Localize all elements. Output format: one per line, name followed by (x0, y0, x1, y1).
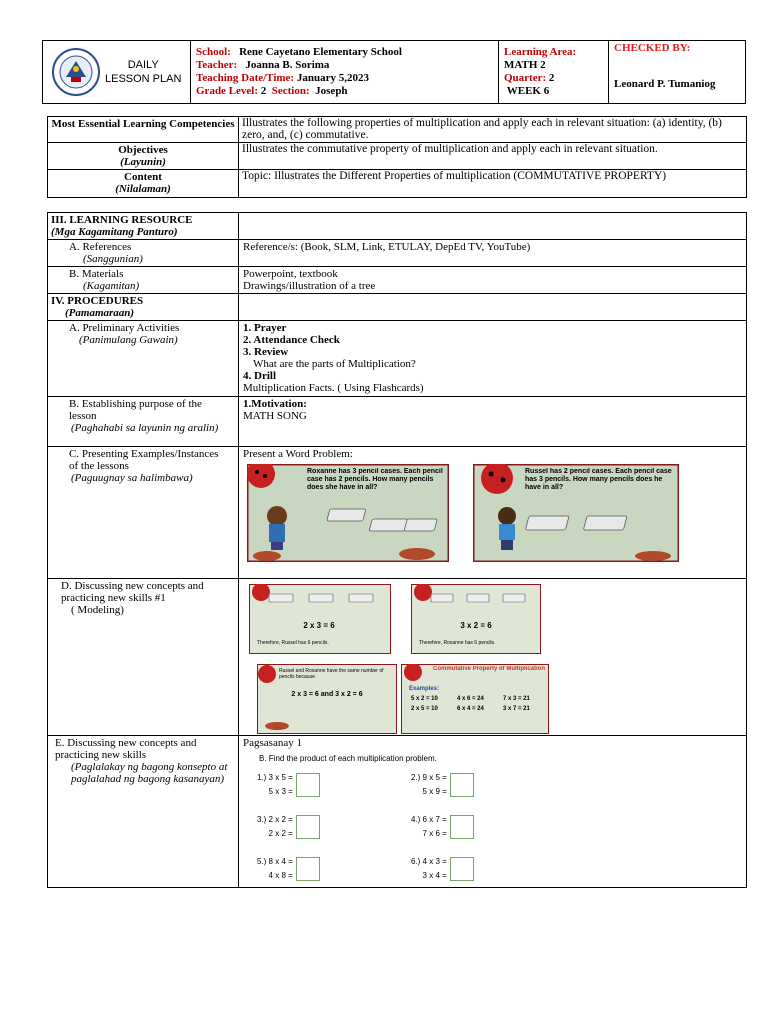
deped-seal-icon (51, 47, 101, 97)
word-problem-slide-russel (473, 464, 679, 562)
materials-value: Powerpoint, textbook Drawings/illustration of a tree (239, 267, 747, 294)
svg-text:5 x 2 = 10: 5 x 2 = 10 (411, 696, 438, 702)
objectives-table (47, 116, 747, 198)
answer-box[interactable] (296, 773, 320, 797)
problem-2: 2.) 9 x 5 = 5 x 9 = (411, 771, 551, 799)
slide2-text: Russel has 2 pencil cases. Each pencil case has 3 pencils. How many pencils does he have in all? (525, 468, 672, 491)
references-value: Reference/s: (Book, SLM, Link, ETULAY, DepEd TV, YouTube) (239, 240, 747, 267)
slide4-examples: Examples: (409, 686, 440, 692)
objectives-value: Illustrates the commutative property of multiplication and apply each in relevant situation. (239, 143, 747, 170)
resources-heading: III. LEARNING RESOURCE (Mga Kagamitang Panturo) (48, 213, 239, 240)
competencies-label: Most Essential Learning Competencies (48, 117, 239, 143)
worksheet-instructions: B. Find the product of each multiplication problem. (259, 754, 437, 763)
objectives-label: Objectives (Layunin) (48, 143, 239, 170)
svg-text:7 x 3 = 21: 7 x 3 = 21 (503, 696, 530, 702)
modeling-slide-4 (401, 664, 549, 734)
slide3-text: Russel and Roxanne have the same number of pencils because (279, 668, 384, 680)
problem-6: 6.) 4 x 3 = 3 x 4 = (411, 855, 551, 883)
procedures-table (47, 212, 747, 888)
materials-label: B. Materials (Kagamitan) (48, 267, 239, 294)
modeling-slide-2 (411, 584, 541, 654)
answer-box[interactable] (296, 815, 320, 839)
modeling-slides (243, 584, 563, 734)
modeling-slide-3 (257, 664, 397, 734)
problem-4: 4.) 6 x 7 = 7 x 6 = (411, 813, 551, 841)
answer-box[interactable] (450, 815, 474, 839)
document-title: DAILY LESSON PLAN (105, 59, 182, 85)
problem-3: 3.) 2 x 2 = 2 x 2 = (257, 813, 397, 841)
modeling-label: D. Discussing new concepts and practicing new skills #1 ( Modeling) (48, 579, 239, 736)
answer-box[interactable] (450, 857, 474, 881)
worksheet-grid (257, 771, 742, 883)
preliminary-content: 1. Prayer 2. Attendance Check 3. Review What are the parts of Multiplication? 4. Drill Multiplication Facts. ( Using Flashcards) (239, 321, 747, 397)
preliminary-label: A. Preliminary Activities (Panimulang Gawain) (48, 321, 239, 397)
purpose-content: 1.Motivation: MATH SONG (239, 397, 747, 447)
problem-1: 1.) 3 x 5 = 5 x 3 = (257, 771, 397, 799)
slide3-equation: 2 x 3 = 6 and 3 x 2 = 6 (291, 691, 363, 698)
slide2-equation: 3 x 2 = 6 (460, 621, 492, 630)
practice-label: E. Discussing new concepts and practicing new skills (Paglalakay ng bagong konsepto at paglalahad ng bagong kasanayan) (48, 736, 239, 888)
content-label: Content (Nilalaman) (48, 170, 239, 198)
svg-text:4 x 6 = 24: 4 x 6 = 24 (457, 696, 484, 702)
modeling-content (239, 579, 747, 736)
modeling-slide-1 (249, 584, 391, 654)
purpose-label: B. Establishing purpose of the lesson (Paghahabi sa layunin ng aralin) (48, 397, 239, 447)
learning-area-info: Learning Area: MATH 2 Quarter: 2 WEEK 6 (499, 41, 609, 104)
answer-box[interactable] (296, 857, 320, 881)
slide1-note: Therefore, Russel has 6 pencils. (257, 640, 329, 646)
svg-text:3 x 7 = 21: 3 x 7 = 21 (503, 706, 530, 712)
competencies-value: Illustrates the following properties of multiplication and apply each in relevant situation: (a) identity, (b) zero, and, (c) commutative. (239, 117, 747, 143)
slide1-equation: 2 x 3 = 6 (303, 621, 335, 630)
content-value: Topic: Illustrates the Different Properties of multiplication (COMMUTATIVE PROPERTY) (239, 170, 747, 198)
procedures-heading: IV. PROCEDURES (Pamamaraan) (48, 294, 239, 321)
problem-5: 5.) 8 x 4 = 4 x 8 = (257, 855, 397, 883)
slide2-note: Therefore, Roxanne has 6 pencils. (419, 640, 496, 646)
logo-cell (43, 41, 191, 104)
slide4-title: Commutative Property of Multiplication (432, 666, 545, 672)
presenting-content: Present a Word Problem: Roxanne has 3 pencil cases. Each pencil case has 2 pencils. How many pencils does she have in all? Russel has 2 pencil cases. Each pencil case has 3 pencils. How many pencils does he have in all? (239, 447, 747, 579)
references-label: A. References (Sanggunian) (48, 240, 239, 267)
checked-by: CHECKED BY: Leonard P. Tumaniog (609, 41, 746, 104)
svg-text:6 x 4 = 24: 6 x 4 = 24 (457, 706, 484, 712)
word-problem-slide-roxanne (247, 464, 449, 562)
slide1-text: Roxanne has 3 pencil cases. Each pencil case has 2 pencils. How many pencils does she have in all? (307, 468, 443, 491)
svg-text:2 x 5 = 10: 2 x 5 = 10 (411, 706, 438, 712)
answer-box[interactable] (450, 773, 474, 797)
presenting-label: C. Presenting Examples/Instances of the lessons (Paguugnay sa halimbawa) (48, 447, 239, 579)
practice-content: Pagsasanay 1 B. Find the product of each multiplication problem. 1.) 3 x 5 = 5 x 3 = 2.) 9 x 5 = 5 x 9 = 3.) 2 x 2 = 2 x 2 = 4.) 6 x 7 = 7 x 6 = 5.) 8 x 4 = 4 x 8 = 6.) 4 x 3 = 3 x 4 = (239, 736, 747, 888)
school-info: School: Rene Cayetano Elementary School Teacher: Joanna B. Sorima Teaching Date/Time: January 5,2023 Grade Level: 2 Section: Joseph (191, 41, 499, 104)
header-table (42, 40, 746, 104)
